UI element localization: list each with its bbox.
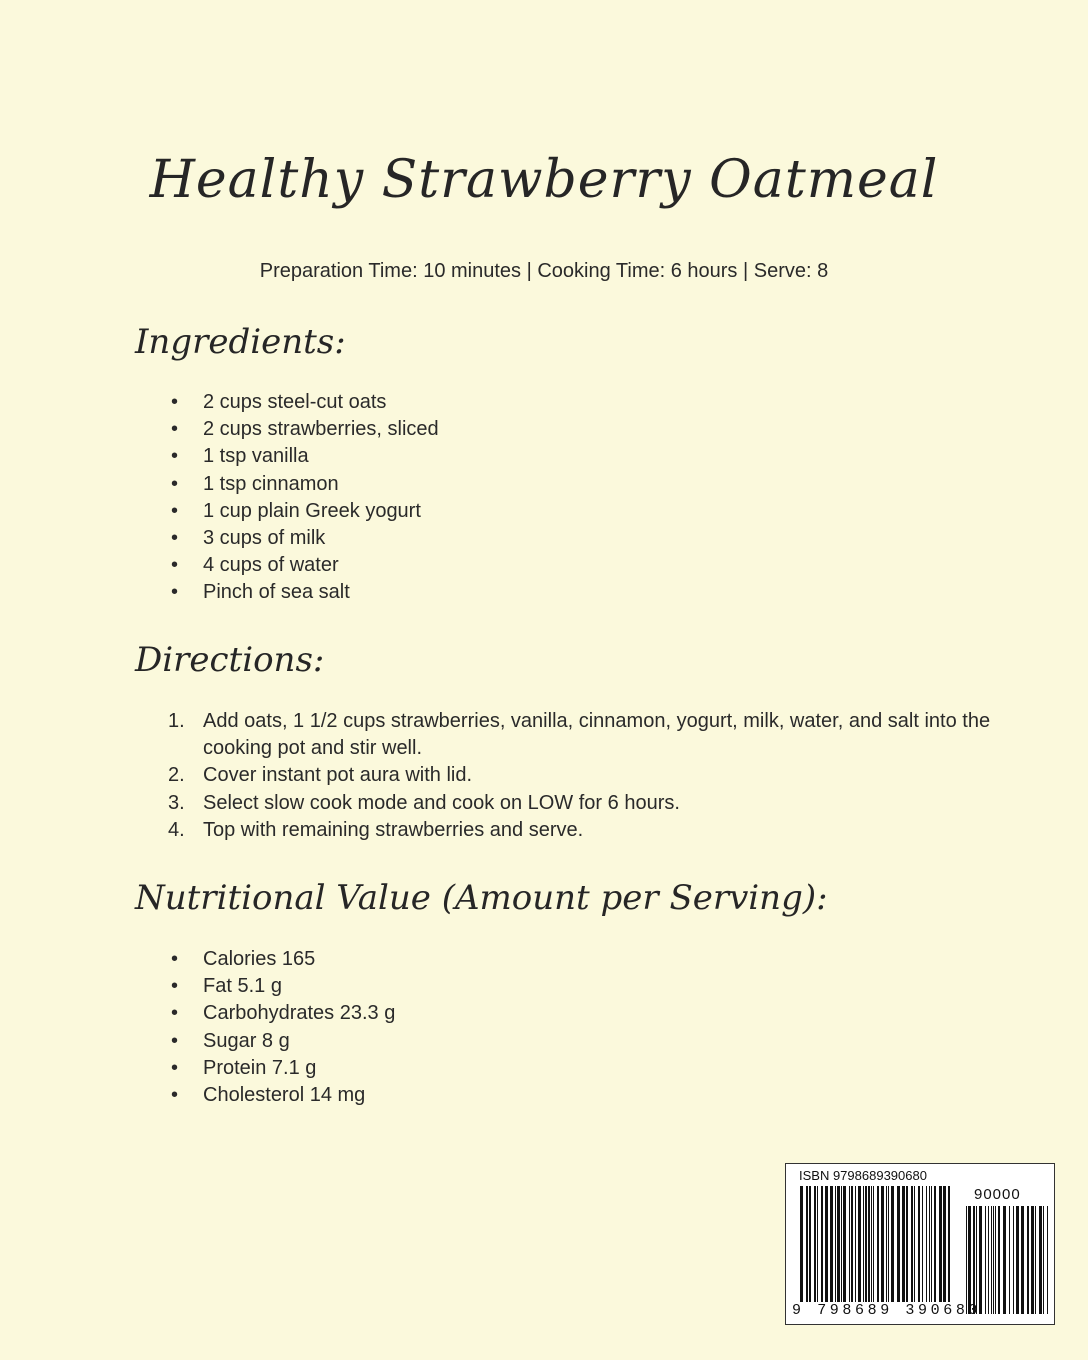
bullet-icon: • [171,391,179,413]
bullet-icon: • [171,472,179,495]
barcode-bar [1027,1206,1029,1314]
barcode-bar [993,1206,994,1314]
barcode-bar [1021,1206,1024,1314]
barcode-bar [926,1186,927,1302]
barcode-bar [985,1206,986,1314]
directions-heading: Directions: [135,640,325,680]
barcode-bar [800,1186,803,1302]
list-item: • Pinch of sea salt [135,579,439,606]
barcode-bar [968,1206,971,1314]
barcode-bar [873,1186,874,1302]
barcode-bar [1039,1206,1042,1314]
barcode-bar [841,1186,842,1302]
bullet-icon: • [171,445,179,468]
bullet-icon: • [171,1056,179,1079]
bullet-icon: • [171,1029,179,1052]
barcode-bar [991,1206,992,1314]
barcode-bar [922,1186,923,1302]
barcode-bar [891,1186,894,1302]
list-item: 2. Cover instant pot aura with lid. [168,764,473,787]
barcode-bar [976,1206,977,1314]
list-item: • Cholesterol 14 mg [135,1082,395,1109]
barcode-bar [863,1186,864,1302]
directions-list [135,708,1023,844]
barcode-bar [906,1186,908,1302]
barcode-bar [1003,1206,1006,1314]
nutrition-heading: Nutritional Value (Amount per Serving): [135,878,828,918]
barcode-bar [843,1186,846,1302]
ingredients-heading: Ingredients: [135,322,346,362]
barcode-bar [943,1186,946,1302]
barcode-bar [1035,1206,1036,1314]
barcode-bar [877,1186,879,1302]
barcode-bar [929,1186,930,1302]
barcode-bar [830,1186,833,1302]
barcode-bar [979,1206,982,1314]
barcode-bar [888,1186,889,1302]
barcode-bar [918,1186,920,1302]
barcode-bar [939,1186,942,1302]
list-item: • 1 tsp vanilla [135,443,439,470]
barcode-bar [902,1186,905,1302]
barcode-bar [886,1186,887,1302]
barcode-bar [914,1186,915,1302]
isbn-label: ISBN 9798689390680 [799,1168,927,1183]
barcode-bar [934,1186,936,1302]
barcode-bar [998,1206,1000,1314]
barcode-bar [835,1186,836,1302]
bullet-icon: • [171,526,179,549]
list-item: • Fat 5.1 g [135,973,395,1000]
barcode-bar [948,1186,950,1302]
nutrition-list [135,946,395,1109]
barcode-bar [851,1186,853,1302]
barcode-bar [931,1186,932,1302]
barcode-bar [1016,1206,1019,1314]
barcode-bar [995,1206,996,1314]
barcode-bar [911,1186,913,1302]
list-item: • 4 cups of water [135,552,439,579]
bullet-icon: • [171,499,179,522]
recipe-title: Healthy Strawberry Oatmeal [149,150,939,210]
bullet-icon: • [171,554,179,577]
barcode-bar [849,1186,850,1302]
barcode-bar [973,1206,975,1314]
recipe-meta: Preparation Time: 10 minutes | Cooking Time: 6 hours | Serve: 8 [259,260,829,282]
barcode-bar [858,1186,861,1302]
barcode-bar [988,1206,989,1314]
list-item: 4. Top with remaining strawberries and serve. [168,818,584,841]
barcode-bar [966,1206,967,1314]
barcode-bar [817,1186,818,1302]
bullet-icon: • [171,948,179,970]
barcode-bar [871,1186,872,1302]
barcode-bar [855,1186,856,1302]
list-item: • Calories 165 [135,946,395,973]
barcode-bar [865,1186,867,1302]
barcode-bar [1047,1206,1048,1314]
bullet-icon: • [171,1083,179,1106]
price-code: 90000 [974,1186,1021,1203]
list-item: 3. Select slow cook mode and cook on LOW for 6 hours. [168,791,680,814]
barcode-bar [837,1186,840,1302]
list-item: • Sugar 8 g [135,1028,395,1055]
list-item: • Carbohydrates 23.3 g [135,1000,395,1027]
ean-digits: 9 798689 390680 [792,1302,982,1319]
barcode-bar [1031,1206,1034,1314]
barcode-bar [868,1186,870,1302]
ingredients-list [135,389,439,607]
barcode-bar [897,1186,900,1302]
list-item: • 3 cups of milk [135,525,439,552]
barcode-bar [1043,1206,1044,1314]
barcode-bar [821,1186,823,1302]
barcode-bar [814,1186,816,1302]
list-item: • 1 cup plain Greek yogurt [135,498,439,525]
list-item: • 2 cups strawberries, sliced [135,416,439,443]
list-item: 1. Add oats, 1 1/2 cups strawberries, vanilla, cinnamon, yogurt, milk, water, and salt into the cooking pot and stir well. [168,710,991,760]
barcode-bar [1013,1206,1014,1314]
list-item: • 1 tsp cinnamon [135,471,439,498]
barcode-bar [881,1186,884,1302]
bullet-icon: • [171,581,179,604]
bullet-icon: • [171,418,179,441]
barcode-bar [806,1186,808,1302]
barcode-bar [1009,1206,1010,1314]
list-item: • Protein 7.1 g [135,1055,395,1082]
bullet-icon: • [171,1002,179,1025]
isbn-barcode [785,1163,1055,1325]
barcode-bar [809,1186,811,1302]
bullet-icon: • [171,975,179,998]
list-item: • 2 cups steel-cut oats [135,389,439,416]
barcode-bar [825,1186,828,1302]
